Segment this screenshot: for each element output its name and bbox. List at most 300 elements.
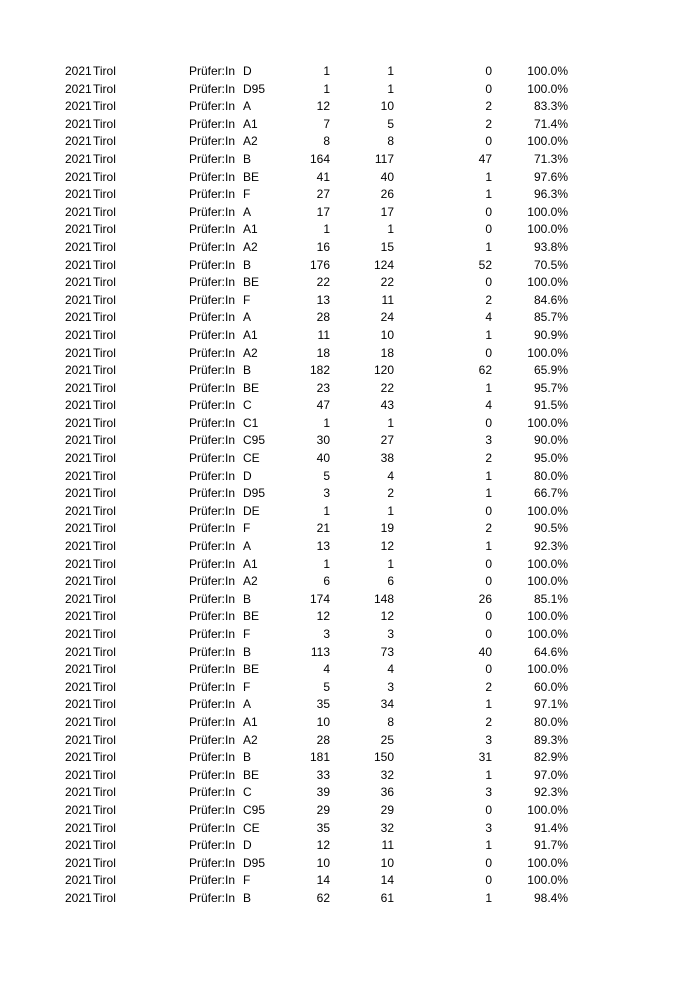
- table-row: [0, 644, 700, 662]
- license-class-cell: C95: [243, 802, 266, 817]
- failed-count-cell: 0: [485, 662, 492, 677]
- year-cell: 2021: [65, 64, 92, 78]
- year-cell: 2021: [65, 327, 92, 342]
- failed-count-cell: 4: [485, 398, 492, 413]
- passed-count-cell: 4: [387, 662, 394, 677]
- examiner-role-cell: Prüfer:In: [189, 873, 236, 888]
- region-cell: Tirol: [93, 785, 116, 800]
- region-cell: Tirol: [93, 873, 116, 888]
- examiner-role-cell: Prüfer:In: [189, 81, 236, 96]
- region-cell: Tirol: [93, 732, 116, 747]
- year-cell: 2021: [65, 697, 92, 712]
- total-count-cell: 41: [316, 169, 330, 184]
- examiner-role-cell: Prüfer:In: [189, 679, 236, 694]
- year-cell: 2021: [65, 275, 92, 290]
- year-cell: 2021: [65, 521, 92, 536]
- pass-rate-cell: 100.0%: [527, 64, 568, 78]
- table-row: [0, 450, 700, 468]
- passed-count-cell: 24: [380, 310, 394, 325]
- license-class-cell: CE: [243, 451, 260, 466]
- table-row: [0, 274, 700, 292]
- examiner-role-cell: Prüfer:In: [189, 275, 236, 290]
- table-row: [0, 556, 700, 574]
- passed-count-cell: 120: [373, 363, 394, 378]
- examiner-role-cell: Prüfer:In: [189, 292, 236, 307]
- year-cell: 2021: [65, 363, 92, 378]
- region-cell: Tirol: [93, 64, 116, 78]
- pass-rate-cell: 100.0%: [527, 275, 568, 290]
- license-class-cell: F: [243, 521, 251, 536]
- table-row: [0, 767, 700, 785]
- pass-rate-cell: 90.0%: [533, 433, 568, 448]
- total-count-cell: 23: [316, 380, 330, 395]
- pass-rate-cell: 89.3%: [533, 732, 568, 747]
- license-class-cell: A: [243, 204, 252, 219]
- table-row: [0, 591, 700, 609]
- failed-count-cell: 52: [478, 257, 492, 272]
- license-class-cell: DE: [243, 503, 260, 518]
- year-cell: 2021: [65, 81, 92, 96]
- total-count-cell: 30: [316, 433, 330, 448]
- table-row: [0, 468, 700, 486]
- region-cell: Tirol: [93, 838, 116, 853]
- pass-rate-cell: 93.8%: [533, 239, 568, 254]
- pass-rate-cell: 100.0%: [527, 345, 568, 360]
- table-row: [0, 186, 700, 204]
- year-cell: 2021: [65, 468, 92, 483]
- year-cell: 2021: [65, 257, 92, 272]
- license-class-cell: A1: [243, 714, 258, 729]
- table-row: [0, 151, 700, 169]
- failed-count-cell: 0: [485, 204, 492, 219]
- license-class-cell: D: [243, 468, 252, 483]
- total-count-cell: 12: [316, 609, 330, 624]
- region-cell: Tirol: [93, 468, 116, 483]
- total-count-cell: 1: [323, 556, 330, 571]
- license-class-cell: B: [243, 890, 252, 905]
- year-cell: 2021: [65, 398, 92, 413]
- failed-count-cell: 62: [478, 363, 492, 378]
- pass-rate-cell: 90.9%: [533, 327, 568, 342]
- total-count-cell: 1: [323, 222, 330, 237]
- examiner-role-cell: Prüfer:In: [189, 627, 236, 641]
- table-row: [0, 309, 700, 327]
- passed-count-cell: 11: [381, 292, 394, 307]
- failed-count-cell: 47: [478, 151, 492, 166]
- license-class-cell: A2: [243, 732, 258, 747]
- year-cell: 2021: [65, 767, 92, 782]
- passed-count-cell: 3: [387, 679, 394, 694]
- year-cell: 2021: [65, 644, 92, 659]
- region-cell: Tirol: [93, 539, 116, 554]
- year-cell: 2021: [65, 591, 92, 606]
- license-class-cell: B: [243, 363, 252, 378]
- region-cell: Tirol: [93, 169, 116, 184]
- failed-count-cell: 1: [485, 838, 492, 853]
- region-cell: Tirol: [93, 679, 116, 694]
- examiner-role-cell: Prüfer:In: [189, 134, 236, 149]
- passed-count-cell: 1: [387, 503, 394, 518]
- license-class-cell: BE: [243, 662, 260, 677]
- passed-count-cell: 32: [380, 767, 394, 782]
- total-count-cell: 3: [323, 486, 330, 501]
- examiner-role-cell: Prüfer:In: [189, 591, 236, 606]
- examiner-role-cell: Prüfer:In: [189, 380, 236, 395]
- pass-rate-cell: 80.0%: [533, 468, 568, 483]
- failed-count-cell: 1: [485, 486, 492, 501]
- passed-count-cell: 61: [380, 890, 394, 905]
- pass-rate-cell: 80.0%: [533, 714, 568, 729]
- total-count-cell: 27: [316, 187, 330, 202]
- failed-count-cell: 1: [485, 169, 492, 184]
- year-cell: 2021: [65, 609, 92, 624]
- region-cell: Tirol: [93, 380, 116, 395]
- license-class-cell: C: [243, 785, 252, 800]
- total-count-cell: 22: [316, 275, 330, 290]
- year-cell: 2021: [65, 222, 92, 237]
- license-class-cell: A: [243, 539, 252, 554]
- examiner-role-cell: Prüfer:In: [189, 99, 236, 114]
- region-cell: Tirol: [93, 327, 116, 342]
- failed-count-cell: 0: [485, 855, 492, 870]
- year-cell: 2021: [65, 204, 92, 219]
- failed-count-cell: 0: [485, 134, 492, 149]
- pass-rate-cell: 65.9%: [533, 363, 568, 378]
- total-count-cell: 11: [317, 327, 330, 342]
- table-row: [0, 345, 700, 363]
- passed-count-cell: 150: [373, 750, 394, 765]
- table-row: [0, 485, 700, 503]
- examiner-role-cell: Prüfer:In: [189, 890, 236, 905]
- year-cell: 2021: [65, 750, 92, 765]
- examiner-role-cell: Prüfer:In: [189, 64, 236, 78]
- license-class-cell: B: [243, 257, 252, 272]
- failed-count-cell: 0: [485, 574, 492, 589]
- table-row: [0, 292, 700, 310]
- license-class-cell: CE: [243, 820, 260, 835]
- year-cell: 2021: [65, 820, 92, 835]
- examiner-role-cell: Prüfer:In: [189, 486, 236, 501]
- table-row: [0, 714, 700, 732]
- total-count-cell: 35: [316, 697, 330, 712]
- license-class-cell: BE: [243, 609, 260, 624]
- failed-count-cell: 1: [485, 890, 492, 905]
- examiner-role-cell: Prüfer:In: [189, 257, 236, 272]
- pass-rate-cell: 100.0%: [527, 556, 568, 571]
- region-cell: Tirol: [93, 116, 116, 131]
- examiner-role-cell: Prüfer:In: [189, 151, 236, 166]
- examiner-role-cell: Prüfer:In: [189, 169, 236, 184]
- total-count-cell: 3: [323, 627, 330, 641]
- license-class-cell: BE: [243, 169, 260, 184]
- total-count-cell: 10: [316, 855, 330, 870]
- failed-count-cell: 40: [478, 644, 492, 659]
- year-cell: 2021: [65, 451, 92, 466]
- failed-count-cell: 3: [485, 732, 492, 747]
- license-class-cell: D95: [243, 855, 266, 870]
- passed-count-cell: 40: [380, 169, 394, 184]
- region-cell: Tirol: [93, 81, 116, 96]
- total-count-cell: 47: [316, 398, 330, 413]
- region-cell: Tirol: [93, 521, 116, 536]
- table-row: [0, 239, 700, 257]
- table-row: [0, 432, 700, 450]
- license-class-cell: A: [243, 310, 252, 325]
- year-cell: 2021: [65, 310, 92, 325]
- total-count-cell: 5: [323, 679, 330, 694]
- region-cell: Tirol: [93, 239, 116, 254]
- license-class-cell: C: [243, 398, 252, 413]
- failed-count-cell: 0: [485, 802, 492, 817]
- year-cell: 2021: [65, 187, 92, 202]
- table-row: [0, 98, 700, 116]
- region-cell: Tirol: [93, 591, 116, 606]
- license-class-cell: B: [243, 750, 252, 765]
- region-cell: Tirol: [93, 627, 116, 641]
- table-row: [0, 626, 700, 644]
- total-count-cell: 28: [316, 310, 330, 325]
- examiner-role-cell: Prüfer:In: [189, 697, 236, 712]
- table-row: [0, 573, 700, 591]
- region-cell: Tirol: [93, 345, 116, 360]
- pass-rate-cell: 100.0%: [527, 855, 568, 870]
- examiner-role-cell: Prüfer:In: [189, 187, 236, 202]
- total-count-cell: 12: [316, 838, 330, 853]
- total-count-cell: 164: [309, 151, 330, 166]
- failed-count-cell: 1: [485, 380, 492, 395]
- pass-rate-cell: 71.4%: [533, 116, 568, 131]
- failed-count-cell: 0: [485, 556, 492, 571]
- table-row: [0, 784, 700, 802]
- total-count-cell: 39: [316, 785, 330, 800]
- failed-count-cell: 0: [485, 345, 492, 360]
- failed-count-cell: 2: [485, 714, 492, 729]
- failed-count-cell: 3: [485, 820, 492, 835]
- table-row: [0, 872, 700, 890]
- pass-rate-cell: 100.0%: [527, 222, 568, 237]
- year-cell: 2021: [65, 679, 92, 694]
- table-row: [0, 380, 700, 398]
- total-count-cell: 1: [323, 415, 330, 430]
- total-count-cell: 174: [309, 591, 330, 606]
- year-cell: 2021: [65, 873, 92, 888]
- passed-count-cell: 17: [380, 204, 394, 219]
- table-row: [0, 661, 700, 679]
- region-cell: Tirol: [93, 714, 116, 729]
- license-class-cell: B: [243, 151, 252, 166]
- passed-count-cell: 1: [387, 81, 394, 96]
- examiner-role-cell: Prüfer:In: [189, 363, 236, 378]
- failed-count-cell: 1: [485, 327, 492, 342]
- pass-rate-cell: 98.4%: [533, 890, 568, 905]
- passed-count-cell: 8: [387, 134, 394, 149]
- failed-count-cell: 0: [485, 415, 492, 430]
- year-cell: 2021: [65, 855, 92, 870]
- total-count-cell: 40: [316, 451, 330, 466]
- region-cell: Tirol: [93, 750, 116, 765]
- total-count-cell: 4: [323, 662, 330, 677]
- total-count-cell: 28: [316, 732, 330, 747]
- year-cell: 2021: [65, 574, 92, 589]
- total-count-cell: 181: [309, 750, 330, 765]
- failed-count-cell: 2: [485, 451, 492, 466]
- pass-rate-cell: 97.1%: [533, 697, 568, 712]
- pass-rate-cell: 97.0%: [533, 767, 568, 782]
- passed-count-cell: 11: [381, 838, 394, 853]
- total-count-cell: 33: [316, 767, 330, 782]
- passed-count-cell: 3: [387, 627, 394, 641]
- table-row: [0, 169, 700, 187]
- total-count-cell: 17: [316, 204, 330, 219]
- table-row: [0, 116, 700, 134]
- region-cell: Tirol: [93, 486, 116, 501]
- pass-rate-cell: 97.6%: [533, 169, 568, 184]
- region-cell: Tirol: [93, 451, 116, 466]
- failed-count-cell: 3: [485, 433, 492, 448]
- passed-count-cell: 15: [380, 239, 394, 254]
- passed-count-cell: 27: [380, 433, 394, 448]
- pass-rate-cell: 71.3%: [533, 151, 568, 166]
- table-row: [0, 820, 700, 838]
- license-class-cell: D: [243, 838, 252, 853]
- license-class-cell: A2: [243, 239, 258, 254]
- examiner-role-cell: Prüfer:In: [189, 310, 236, 325]
- table-row: [0, 133, 700, 151]
- examiner-role-cell: Prüfer:In: [189, 468, 236, 483]
- region-cell: Tirol: [93, 257, 116, 272]
- table-row: [0, 802, 700, 820]
- license-class-cell: A1: [243, 222, 258, 237]
- region-cell: Tirol: [93, 662, 116, 677]
- examiner-role-cell: Prüfer:In: [189, 222, 236, 237]
- license-class-cell: A2: [243, 574, 258, 589]
- passed-count-cell: 14: [380, 873, 394, 888]
- license-class-cell: A2: [243, 345, 258, 360]
- table-row: [0, 362, 700, 380]
- year-cell: 2021: [65, 627, 92, 641]
- examiner-role-cell: Prüfer:In: [189, 327, 236, 342]
- passed-count-cell: 29: [380, 802, 394, 817]
- examiner-role-cell: Prüfer:In: [189, 644, 236, 659]
- total-count-cell: 7: [323, 116, 330, 131]
- passed-count-cell: 10: [380, 855, 394, 870]
- passed-count-cell: 2: [387, 486, 394, 501]
- table-row: [0, 257, 700, 275]
- table-row: [0, 221, 700, 239]
- year-cell: 2021: [65, 116, 92, 131]
- table-row: [0, 608, 700, 626]
- region-cell: Tirol: [93, 556, 116, 571]
- failed-count-cell: 1: [485, 239, 492, 254]
- pass-rate-cell: 100.0%: [527, 81, 568, 96]
- table-row: [0, 63, 700, 81]
- examiner-role-cell: Prüfer:In: [189, 503, 236, 518]
- year-cell: 2021: [65, 890, 92, 905]
- table-row: [0, 749, 700, 767]
- passed-count-cell: 22: [380, 275, 394, 290]
- examiner-role-cell: Prüfer:In: [189, 345, 236, 360]
- year-cell: 2021: [65, 99, 92, 114]
- passed-count-cell: 73: [380, 644, 394, 659]
- pass-rate-cell: 100.0%: [527, 609, 568, 624]
- failed-count-cell: 26: [478, 591, 492, 606]
- examiner-role-cell: Prüfer:In: [189, 539, 236, 554]
- examiner-role-cell: Prüfer:In: [189, 398, 236, 413]
- license-class-cell: F: [243, 679, 251, 694]
- total-count-cell: 18: [316, 345, 330, 360]
- failed-count-cell: 0: [485, 81, 492, 96]
- year-cell: 2021: [65, 134, 92, 149]
- pass-rate-cell: 66.7%: [533, 486, 568, 501]
- passed-count-cell: 4: [387, 468, 394, 483]
- table-row: [0, 837, 700, 855]
- year-cell: 2021: [65, 292, 92, 307]
- failed-count-cell: 1: [485, 539, 492, 554]
- total-count-cell: 8: [323, 134, 330, 149]
- examiner-role-cell: Prüfer:In: [189, 204, 236, 219]
- passed-count-cell: 1: [387, 222, 394, 237]
- passed-count-cell: 117: [374, 151, 394, 166]
- year-cell: 2021: [65, 486, 92, 501]
- pass-rate-cell: 64.6%: [533, 644, 568, 659]
- pass-rate-cell: 100.0%: [527, 802, 568, 817]
- examiner-role-cell: Prüfer:In: [189, 521, 236, 536]
- table-row: [0, 679, 700, 697]
- failed-count-cell: 0: [485, 609, 492, 624]
- region-cell: Tirol: [93, 204, 116, 219]
- license-class-cell: BE: [243, 767, 260, 782]
- region-cell: Tirol: [93, 363, 116, 378]
- pass-rate-cell: 100.0%: [527, 873, 568, 888]
- region-cell: Tirol: [93, 275, 116, 290]
- year-cell: 2021: [65, 503, 92, 518]
- passed-count-cell: 1: [387, 556, 394, 571]
- pass-rate-cell: 85.7%: [533, 310, 568, 325]
- examiner-role-cell: Prüfer:In: [189, 451, 236, 466]
- license-class-cell: C95: [243, 433, 266, 448]
- pass-rate-cell: 100.0%: [527, 574, 568, 589]
- table-row: [0, 204, 700, 222]
- pass-rate-cell: 82.9%: [533, 750, 568, 765]
- failed-count-cell: 2: [485, 679, 492, 694]
- year-cell: 2021: [65, 732, 92, 747]
- license-class-cell: D: [243, 64, 252, 78]
- region-cell: Tirol: [93, 802, 116, 817]
- table-row: [0, 81, 700, 99]
- pass-rate-cell: 100.0%: [527, 134, 568, 149]
- total-count-cell: 14: [316, 873, 330, 888]
- pass-rate-cell: 100.0%: [527, 627, 568, 641]
- failed-count-cell: 2: [485, 99, 492, 114]
- failed-count-cell: 1: [485, 187, 492, 202]
- pass-rate-cell: 91.4%: [533, 820, 568, 835]
- failed-count-cell: 2: [485, 292, 492, 307]
- region-cell: Tirol: [93, 767, 116, 782]
- examiner-role-cell: Prüfer:In: [189, 785, 236, 800]
- failed-count-cell: 2: [485, 116, 492, 131]
- table-row: [0, 538, 700, 556]
- examiner-role-cell: Prüfer:In: [189, 415, 236, 430]
- table-row: [0, 327, 700, 345]
- pass-rate-cell: 60.0%: [533, 679, 568, 694]
- license-class-cell: A1: [243, 116, 258, 131]
- passed-count-cell: 38: [380, 451, 394, 466]
- license-class-cell: C1: [243, 415, 259, 430]
- year-cell: 2021: [65, 714, 92, 729]
- examiner-role-cell: Prüfer:In: [189, 556, 236, 571]
- region-cell: Tirol: [93, 151, 116, 166]
- examiner-role-cell: Prüfer:In: [189, 116, 236, 131]
